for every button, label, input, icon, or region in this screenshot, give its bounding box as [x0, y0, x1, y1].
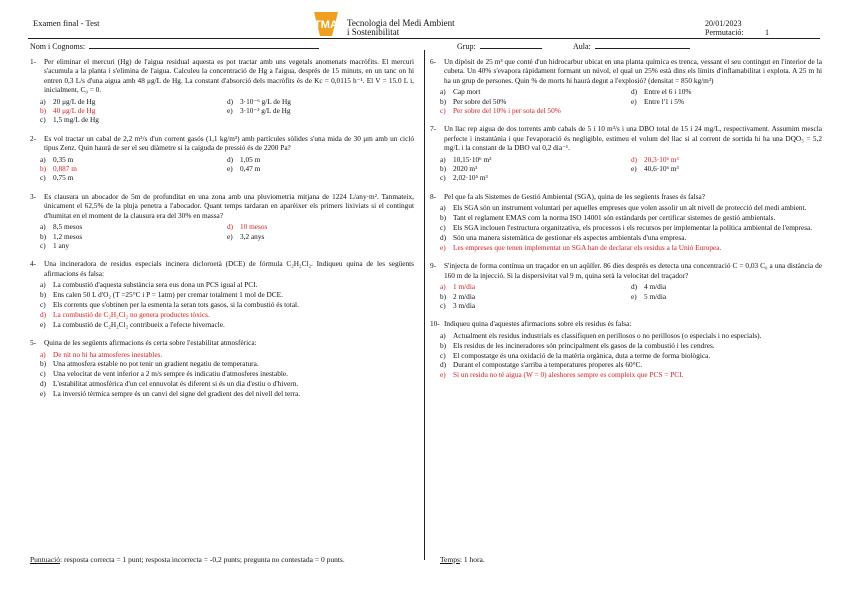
question-number: 2- [30, 133, 37, 143]
question-text: Una incineradora de residus especials incinera dicloroetà (DCE) de fórmula C₂H₂Cl₂. Indiqueu quina de les següents afirmacions és falsa: [44, 259, 414, 278]
option-letter: c) [40, 173, 46, 183]
question-8 [430, 192, 822, 252]
exam-type: Examen final - Test [33, 18, 100, 28]
header-divider [28, 38, 820, 39]
answer-option[interactable] [440, 155, 631, 164]
option-text: Els SGA són un instrument voluntari per aquelles empreses que volen assolir un alt nivell de protecció del medi ambient. [453, 203, 807, 213]
answer-option[interactable] [40, 310, 414, 319]
question-6 [430, 57, 822, 115]
question-stem [430, 57, 822, 85]
question-number: 3- [30, 191, 37, 201]
answer-option[interactable] [440, 173, 631, 182]
option-letter: e) [631, 291, 637, 301]
answer-options [40, 280, 414, 329]
course-title-line2: i Sostenibilitat [347, 27, 400, 37]
option-letter: c) [440, 300, 446, 310]
answer-option[interactable] [631, 292, 822, 301]
question-number: 7- [430, 124, 437, 134]
question-number: 9- [430, 261, 437, 271]
option-text: 2020 m³ [453, 164, 478, 174]
answer-option[interactable] [440, 223, 822, 232]
option-text: Cap mort [453, 87, 481, 97]
answer-option[interactable] [440, 213, 822, 222]
answer-option[interactable] [40, 290, 414, 299]
option-letter: a) [440, 330, 446, 340]
scoring-text: : resposta correcta = 1 punt; resposta incorrecta = -0,2 punts; pregunta no contestada = 0 punts. [60, 555, 345, 564]
question-stem [30, 134, 414, 153]
option-letter: c) [440, 173, 446, 183]
answer-option[interactable] [40, 232, 227, 241]
question-number: 10- [430, 319, 440, 329]
option-letter: e) [631, 164, 637, 174]
question-text: Pel que fa als Sistemes de Gestió Ambiental (SGA), quina de les següents frases és falsa? [444, 191, 706, 201]
group-field [457, 40, 542, 51]
course-title-line1: Tecnologia del Medi Ambient [347, 18, 455, 28]
option-letter: d) [40, 379, 47, 389]
option-text: 1 m/dia [453, 282, 476, 292]
option-letter: a) [440, 282, 446, 292]
option-text: Els corrents que s'obtinen per la esmenta la seran tots gasos, si la combustió és total. [53, 299, 299, 309]
option-text: Una velocitat de vent inferior a 2 m/s sempre és indicatiu d'atmosferes inestable. [53, 369, 288, 379]
left-column [30, 57, 414, 408]
option-letter: b) [440, 164, 447, 174]
option-text: Els residus de les incineradores són principalment els gasos de la combustió i les cendres. [453, 340, 715, 350]
answer-option[interactable] [440, 370, 822, 379]
option-letter: c) [40, 240, 46, 250]
question-stem [430, 124, 822, 152]
question-text: Es vol tractar un cabal de 2,2 m³/s d'un corrent gasós (1,1 kg/m³) amb partícules sòlides s'una mida de 30 μm amb un cicló tipus Zenz. Quin haurà de ser el seu diàmetre si la caiguda de pressió és de 2200 Pa? [44, 133, 414, 153]
option-letter: b) [40, 290, 47, 300]
question-text: S'injecta de forma contínua un traçador en un aqüífer. 86 dies després es detecta una concentració C = 0,03 C₀ a una distància de 160 m de la injecció. Si la dispersivitat val 9 m, quina serà la velocitat del traçador? [444, 261, 822, 280]
option-letter: c) [440, 106, 446, 116]
question-number: 8- [430, 191, 437, 201]
option-letter: e) [440, 370, 446, 380]
option-text: 3·10⁻⁶ g/L de Hg [240, 96, 291, 106]
group-label: Grup: [457, 42, 476, 51]
question-stem [30, 259, 414, 278]
name-label: Nom i Cognoms: [30, 42, 86, 51]
option-text: 20 μg/L de Hg [53, 96, 96, 106]
question-1 [30, 57, 414, 125]
answer-option[interactable] [40, 379, 414, 388]
option-letter: d) [227, 96, 234, 106]
scoring-note [30, 555, 345, 564]
option-text: 40 μg/L de Hg [53, 106, 96, 116]
answer-options [40, 350, 414, 399]
option-text: 1,2 mesos [53, 231, 83, 241]
option-text: Les empreses que tenen implementat un SGA han de declarar els residus a la Unió Europea. [453, 242, 722, 252]
question-3 [30, 192, 414, 250]
answer-options [40, 155, 414, 183]
time-note [440, 555, 485, 564]
question-stem [430, 261, 822, 280]
permutation-label: Permutació: [705, 28, 744, 37]
option-letter: b) [440, 96, 447, 106]
tma-logo [310, 10, 342, 38]
time-text: : 1 hora. [459, 555, 485, 564]
option-text: Per sobre del 50% [453, 96, 507, 106]
answer-option[interactable] [40, 359, 414, 368]
answer-option[interactable] [440, 97, 631, 106]
question-number: 4- [30, 259, 37, 269]
option-text: 10 mesos [240, 222, 268, 232]
question-text: Un dipòsit de 25 m³ que conté d'un hidrocarbur ubicat en una planta química es trenca, vessant el seu contingut en l'interior de la cubeta. Un 40% s'evapora ràpidament formant un núvol, el qual un 25% està dins els límits d'inflamabilitat i explota. A 25 m hi ha un grup de persones. Quin % de morts hi haurà degut a l'explosió? (densitat = 850 kg/m³) [444, 57, 822, 85]
question-7 [430, 124, 822, 182]
option-letter: a) [40, 154, 46, 164]
answer-option[interactable] [40, 97, 227, 106]
answer-option[interactable] [40, 300, 414, 309]
question-stem [430, 192, 822, 201]
column-divider [424, 50, 425, 560]
question-4 [30, 259, 414, 329]
room-field [573, 40, 690, 51]
option-text: 3,2 anys [240, 231, 265, 241]
option-letter: e) [227, 231, 233, 241]
option-text: 3 m/dia [453, 300, 476, 310]
option-text: Entre l'1 i 5% [644, 96, 685, 106]
option-text: Ens calen 50 L d'O₂ (T =25°C i P = 1atm) per cremar totalment 1 mol de DCE. [53, 290, 283, 300]
option-text: 2,02·10⁵ m³ [453, 173, 488, 183]
room-label: Aula: [573, 42, 591, 51]
option-letter: b) [440, 291, 447, 301]
option-letter: d) [40, 309, 47, 319]
answer-option[interactable] [440, 351, 822, 360]
option-text: 4 m/dia [644, 282, 667, 292]
answer-option[interactable] [631, 282, 822, 291]
answer-option[interactable] [440, 282, 631, 291]
answer-option[interactable] [40, 155, 227, 164]
option-text: 5 m/dia [644, 291, 667, 301]
question-text: Indiqueu quina d'aquestes afirmacions sobre els residus és falsa: [444, 319, 632, 329]
option-text: 0,75 m [53, 173, 74, 183]
answer-option[interactable] [631, 87, 822, 96]
option-letter: a) [440, 87, 446, 97]
question-number: 6- [430, 57, 437, 66]
option-letter: d) [440, 360, 447, 370]
option-text: Si un residu no té aigua (W = 0) aleshores sempre es compleix que PCS = PCI. [453, 370, 684, 380]
name-field [30, 40, 319, 51]
option-letter: b) [40, 231, 47, 241]
question-text: Per eliminar el mercuri (Hg) de l'aigua residual aquesta es pot tractar amb uns vegetals anomenats macròfits. El mercuri s'acumula a la planta i s'elimina de l'aigua. Calculeu la concentració de Hg a l'aigua, després de 15 minuts, en un tanc on hi entren 0,3 L/s d'una aigua amb 48 μg/L de Hg. La constant d'absorció dels macròfits és de Kc = 0,0115 h⁻¹. El V = 15.0 L i, inicialment, C₀ = 0. [44, 57, 414, 95]
answer-option[interactable] [440, 87, 631, 96]
option-text: 20,3·10⁶ m³ [644, 154, 679, 164]
option-letter: b) [440, 213, 447, 223]
option-letter: a) [440, 203, 446, 213]
answer-option[interactable] [227, 106, 414, 115]
option-letter: b) [40, 106, 47, 116]
option-letter: e) [440, 242, 446, 252]
right-column [430, 57, 822, 389]
answer-option[interactable] [631, 97, 822, 106]
answer-options [440, 331, 822, 380]
question-number: 1- [30, 57, 37, 66]
option-letter: a) [40, 222, 46, 232]
option-text: 2 m/dia [453, 291, 476, 301]
answer-option[interactable] [631, 164, 822, 173]
option-text: Tant el reglament EMAS com la norma ISO 14001 són estàndards per certificar sistemes de gestió ambientals. [453, 213, 776, 223]
group-blank[interactable] [480, 40, 542, 49]
logo-text: TMA [314, 19, 338, 31]
answer-option[interactable] [227, 222, 414, 231]
option-text: Són una manera sistemàtica de gestionar els aspectes ambientals d'una empresa. [453, 233, 687, 242]
option-text: Entre el 6 i 10% [644, 87, 692, 97]
option-text: 3·10⁻³ g/L de Hg [240, 106, 291, 116]
option-letter: e) [40, 389, 46, 399]
option-letter: d) [440, 233, 447, 242]
question-10 [430, 319, 822, 379]
option-letter: a) [440, 154, 446, 164]
option-letter: e) [227, 106, 233, 116]
answer-option[interactable] [440, 243, 822, 252]
option-letter: b) [440, 340, 447, 350]
option-text: 40,6·10⁶ m³ [644, 164, 679, 174]
answer-option[interactable] [40, 369, 414, 378]
option-text: La combustió d'aquesta substància sera eus dona un PCS igual al PCI. [53, 280, 258, 290]
option-text: La combustió de C₂H₂Cl₂ contribueix a l'efecte hivernacle. [53, 319, 225, 329]
option-letter: b) [40, 359, 47, 369]
option-text: 0,47 m [240, 164, 261, 174]
answer-options [40, 222, 414, 250]
answer-options [440, 203, 822, 252]
answer-option[interactable] [227, 164, 414, 173]
answer-options [440, 87, 822, 115]
option-text: El compostatge és una oxidació de la matèria orgànica, duta a terme de forma biològica. [453, 350, 711, 360]
answer-option[interactable] [440, 360, 822, 369]
option-text: Una atmosfera estable no pot tenir un gradient negatiu de temperatura. [53, 359, 259, 369]
question-text: Es clausura un abocador de 5m de profunditat en una zona amb una pluviometria mitjana de 1224 L/any·m². Tanmateix, únicament el 62,5% de la pluja penetra a l'abocador. Quant temps tardaran en aparèixer els primers lixiviats si el contingut d'humitat en el moment de la clausura era del 30% en massa? [44, 191, 414, 220]
answer-options [440, 155, 822, 183]
course-title [347, 19, 455, 37]
option-text: La combustió de C₂H₂Cl₂ no genera productes tòxics. [53, 309, 210, 319]
option-letter: a) [40, 96, 46, 106]
answer-option[interactable] [40, 164, 227, 173]
answer-option[interactable] [40, 350, 414, 359]
option-text: Els SGA inclouen l'estructura organitzativa, els processos i els recursos per implementar la política ambiental de l'empresa. [453, 223, 813, 233]
question-stem [30, 57, 414, 95]
answer-option[interactable] [440, 292, 631, 301]
option-letter: a) [40, 280, 46, 290]
permutation-value: 1 [765, 28, 769, 37]
answer-option[interactable] [440, 203, 822, 212]
option-letter: d) [631, 154, 638, 164]
answer-option[interactable] [227, 155, 414, 164]
option-text: 1,05 m [240, 154, 261, 164]
name-blank[interactable] [89, 40, 319, 49]
option-text: 0,887 m [53, 164, 77, 174]
option-text: 1 any [53, 240, 70, 250]
scoring-label: Puntuació [30, 555, 60, 564]
exam-meta [705, 19, 769, 37]
option-letter: c) [440, 350, 446, 360]
option-letter: c) [440, 223, 446, 233]
answer-option[interactable] [40, 222, 227, 231]
option-letter: c) [40, 369, 46, 379]
question-number: 5- [30, 338, 37, 348]
answer-option[interactable] [40, 241, 227, 250]
answer-option[interactable] [40, 320, 414, 329]
answer-option[interactable] [440, 164, 631, 173]
answer-options [440, 282, 822, 310]
option-letter: c) [40, 115, 46, 125]
answer-option[interactable] [440, 233, 822, 242]
option-letter: e) [227, 164, 233, 174]
exam-date: 20/01/2023 [705, 19, 742, 28]
answer-option[interactable] [440, 106, 631, 115]
option-letter: d) [227, 222, 234, 232]
option-text: De nit no hi ha atmosferes inestables. [53, 349, 163, 359]
time-label: Temps [440, 555, 460, 564]
answer-option[interactable] [227, 232, 414, 241]
answer-option[interactable] [40, 280, 414, 289]
question-stem [430, 319, 822, 328]
option-letter: a) [40, 349, 46, 359]
option-letter: e) [40, 319, 46, 329]
option-letter: d) [227, 154, 234, 164]
answer-option[interactable] [440, 331, 822, 340]
option-text: Per sobre del 10% i per sota del 50% [453, 106, 561, 116]
answer-option[interactable] [440, 301, 631, 310]
answer-option[interactable] [440, 341, 822, 350]
option-text: 1,5 mg/L de Hg [53, 115, 99, 125]
answer-options [40, 97, 414, 125]
question-9 [430, 261, 822, 310]
question-2 [30, 134, 414, 183]
option-text: Durant el compostatge s'arriba a temperatures properes als 60°C. [453, 360, 643, 370]
option-letter: d) [631, 87, 638, 97]
question-text: Quina de les següents afirmacions és certa sobre l'estabilitat atmosfèrica: [44, 338, 257, 348]
option-text: 8,5 mesos [53, 222, 83, 232]
option-letter: d) [631, 282, 638, 292]
question-text: Un llac rep aigua de dos torrents amb cabals de 5 i 10 m³/s i una DBO total de 15 i 24 mg/L, respectivament. Assumim mescla perfecte i instantània i que l'evaporació és negligible, estimeu el volum del llac si al corrent de sortida hi ha una DQO₅ = 5,2 mg/L i la constant de la DBO val 0,2 dia⁻¹. [444, 124, 822, 153]
option-text: 10,15·10⁶ m³ [453, 154, 492, 164]
answer-option[interactable] [227, 97, 414, 106]
answer-option[interactable] [40, 106, 227, 115]
question-stem [30, 338, 414, 347]
room-blank[interactable] [595, 40, 690, 49]
option-text: L'estabilitat atmosfèrica d'un cel ennuvolat és diferent si és un dia d'estiu o d'hivern. [53, 379, 299, 389]
answer-option[interactable] [631, 155, 822, 164]
answer-option[interactable] [40, 115, 227, 124]
answer-option[interactable] [40, 389, 414, 398]
option-text: Actualment els residus industrials es classifiquen en perillosos o no perillosos (o especials i no especials). [453, 330, 762, 340]
question-stem [30, 192, 414, 220]
option-letter: e) [631, 96, 637, 106]
option-text: La inversió tèrmica sempre és un canvi del signe del gradient des del nivell del terra. [53, 389, 301, 399]
option-letter: c) [40, 299, 46, 309]
question-5 [30, 338, 414, 398]
answer-option[interactable] [40, 173, 227, 182]
option-text: 0,35 m [53, 154, 74, 164]
option-letter: b) [40, 164, 47, 174]
